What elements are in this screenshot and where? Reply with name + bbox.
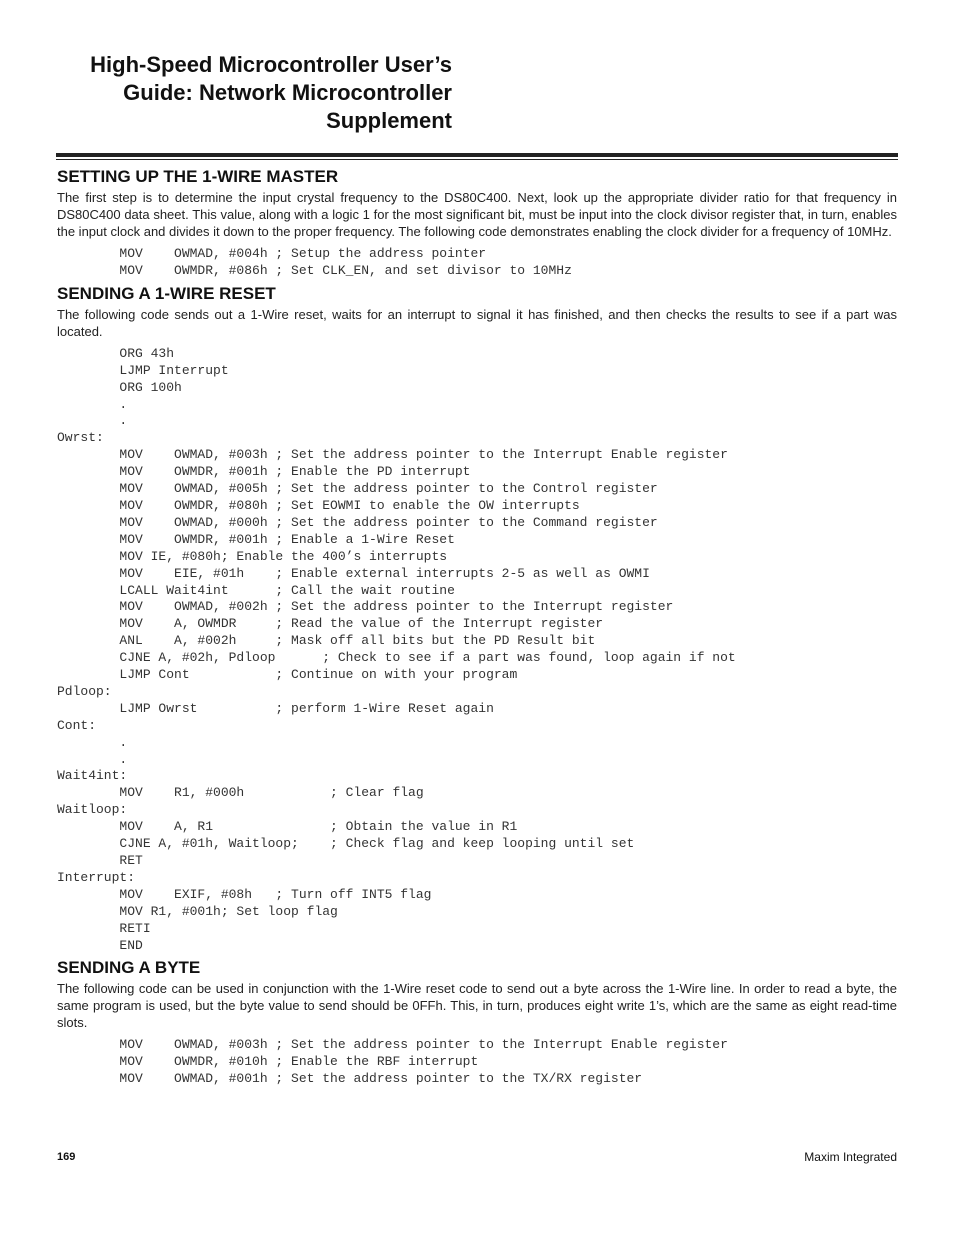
section-heading: SENDING A 1-WIRE RESET — [57, 283, 276, 303]
title-line-1: High-Speed Microcontroller User’s — [90, 52, 452, 77]
footer-brand: Maxim Integrated — [804, 1150, 897, 1164]
page-number: 169 — [57, 1151, 76, 1163]
title-line-2: Guide: Network Microcontroller — [123, 80, 452, 105]
section-heading: SENDING A BYTE — [57, 958, 201, 978]
section-paragraph: The following code can be used in conjunction with the 1-Wire reset code to send out a byte across the 1-Wire line. In order to read a byte, the same program is used, but the byte value to send should be 0FFh. This, in turn, produces eight write 1’s, which are the same as eight read-time slots. — [57, 981, 897, 1031]
code-listing: MOV OWMAD, #004h ; Setup the address pointer MOV OWMDR, #086h ; Set CLK_EN, and set divisor to 10MHz — [119, 246, 572, 278]
title-line-3: Supplement — [326, 108, 452, 133]
title-divider-thin — [56, 159, 898, 160]
title-divider-thick — [56, 153, 898, 157]
section-heading: SETTING UP THE 1-WIRE MASTER — [57, 167, 339, 186]
code-listing: MOV OWMAD, #003h ; Set the address pointer to the Interrupt Enable register MOV OWMDR, #010h ; Enable the RBF interrupt MOV OWMAD, #001h ; Set the address pointer to the TX/RX register — [119, 1037, 728, 1087]
section-paragraph: The following code sends out a 1-Wire reset, waits for an interrupt to signal it has finished, and then checks the results to see if a part was located. — [57, 306, 897, 339]
section-setup-1wire-master — [57, 166, 897, 280]
section-sending-1wire-reset — [57, 283, 897, 955]
section-paragraph: The first step is to determine the input crystal frequency to the DS80C400. Next, look up the appropriate divider ratio for that frequency in DS80C400 data sheet. This value, along with a logic 1 for the most significant bit, must be input into the clock divisor register that, in turn, enables the input clock and divides it down to the proper frequency. The following code demonstrates enabling the clock divider for a frequency of 10MHz. — [57, 190, 897, 239]
page-title — [60, 51, 452, 135]
section-sending-a-byte — [57, 957, 897, 1088]
code-listing: ORG 43h LJMP Interrupt ORG 100h . . Owrst: MOV OWMAD, #003h ; Set the address pointer to the Interrupt Enable register MOV OWMDR, #001h ; Enable the PD interrupt MOV OWMAD, #005h ; Set the address pointer to the Control register MOV OWMDR, #080h ; Set EOWMI to enable the OW interrupts MOV OWMAD, #000h ; Set the address pointer to the Command register MOV OWMDR, #001h ; Enable a 1-Wire Reset MOV IE, #080h; Enable the 400’s interrupts MOV EIE, #01h ; Enable external interrupts 2-5 as well as OWMI LCALL Wait4int ; Call the wait routine MOV OWMAD, #002h ; Set the address pointer to the Interrupt register MOV A, OWMDR ; Read the value of the Interrupt register ANL A, #002h ; Mask off all bits but the PD Result bit CJNE A, #02h, Pdloop ; Check to see if a part was found, loop again if not LJMP Cont ; Continue on with your program Pdloop: LJMP Owrst ; perform 1-Wire Reset again Cont: . . Wait4int: MOV R1, #000h ; Clear flag Waitloop: MOV A, R1 ; Obtain the value in R1 CJNE A, #01h, Waitloop; ; Check flag and keep looping until set RET Interrupt: MOV EXIF, #08h ; Turn off INT5 flag MOV R1, #001h; Set loop flag RETI END — [57, 345, 736, 953]
main-content — [57, 166, 897, 1091]
